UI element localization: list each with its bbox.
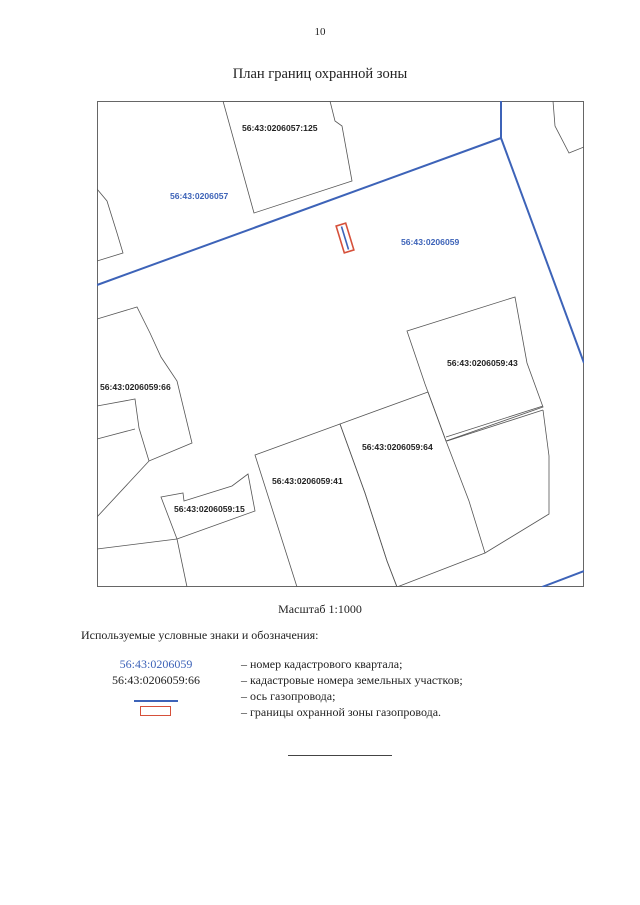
legend-symbol-protection-zone	[140, 706, 171, 716]
label-parcel-15: 56:43:0206059:15	[174, 504, 245, 514]
legend-symbol-block-number: 56:43:0206059	[119, 657, 193, 671]
label-parcel-66: 56:43:0206059:66	[100, 382, 171, 392]
legend-symbol-gas-axis	[134, 700, 178, 702]
label-parcel-43: 56:43:0206059:43	[447, 358, 518, 368]
map-scale: Масштаб 1:1000	[278, 602, 362, 616]
label-block-0206057: 56:43:0206057	[170, 191, 229, 201]
legend-symbol-parcel-number: 56:43:0206059:66	[111, 673, 200, 687]
label-block-0206059: 56:43:0206059	[401, 237, 460, 247]
label-parcel-125: 56:43:0206057:125	[242, 123, 318, 133]
cadastral-map	[97, 101, 584, 587]
legend-desc-parcel-number: – кадастровые номера земельных участков;	[241, 673, 463, 687]
legend-desc-protection-zone: – границы охранной зоны газопровода.	[241, 705, 442, 719]
page-number: 10	[314, 26, 326, 38]
plan-title: План границ охранной зоны	[232, 66, 408, 82]
cadastral-map-svg	[97, 101, 584, 587]
label-parcel-64: 56:43:0206059:64	[362, 442, 433, 452]
map-border	[98, 102, 584, 587]
legend-desc-gas-axis: – ось газопровода;	[241, 689, 336, 703]
label-parcel-41: 56:43:0206059:41	[272, 476, 343, 486]
legend-heading: Используемые условные знаки и обозначения:	[81, 628, 319, 642]
legend-desc-block-number: – номер кадастрового квартала;	[241, 657, 403, 671]
end-separator-line	[288, 755, 392, 756]
